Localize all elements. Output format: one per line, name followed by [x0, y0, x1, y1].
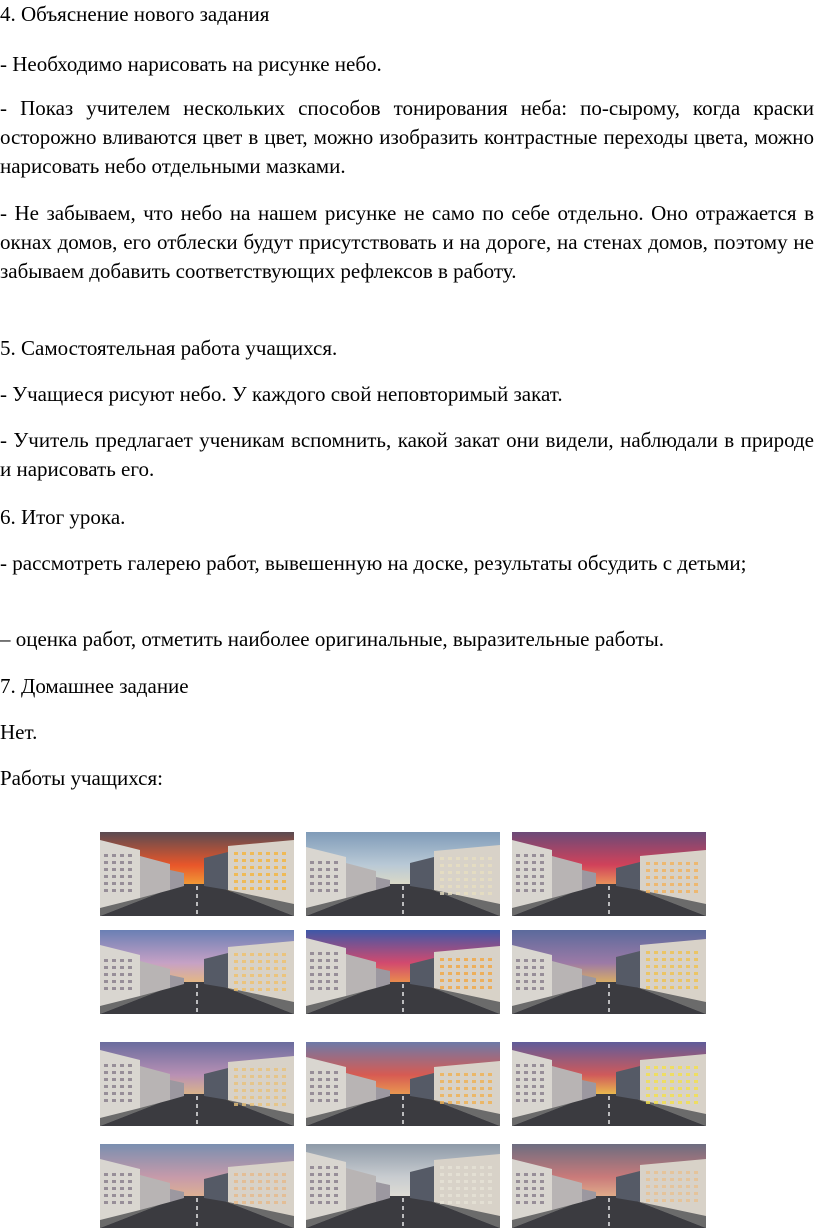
student-work-thumbnail: [306, 1144, 500, 1228]
section-6-paragraph-1: - рассмотреть галерею работ, вывешенную на доске, результаты обсудить с детьми;: [0, 551, 747, 575]
section-5-paragraph-2: - Учитель предлагает ученикам вспомнить, какой закат они видели, наблюдали в природе и нарисовать его.: [0, 428, 814, 481]
student-work-thumbnail: [100, 930, 294, 1014]
student-work-thumbnail: [512, 1042, 706, 1126]
section-6-title: 6. Итог урока.: [0, 505, 126, 529]
section-7-title: 7. Домашнее задание: [0, 674, 189, 698]
student-work-thumbnail: [100, 832, 294, 916]
student-works-gallery: [100, 832, 698, 1232]
section-4-paragraph-1: - Необходимо нарисовать на рисунке небо.: [0, 52, 382, 76]
section-5-paragraph-1: - Учащиеся рисуют небо. У каждого свой неповторимый закат.: [0, 382, 563, 406]
student-work-thumbnail: [306, 832, 500, 916]
student-works-title: Работы учащихся:: [0, 766, 163, 790]
student-work-thumbnail: [306, 930, 500, 1014]
student-work-thumbnail: [100, 1144, 294, 1228]
section-5-title: 5. Самостоятельная работа учащихся.: [0, 336, 338, 360]
student-work-thumbnail: [512, 1144, 706, 1228]
student-work-thumbnail: [100, 1042, 294, 1126]
student-work-thumbnail: [512, 930, 706, 1014]
student-work-thumbnail: [512, 832, 706, 916]
section-6-paragraph-2: – оценка работ, отметить наиболее оригинальные, выразительные работы.: [0, 627, 665, 651]
section-4-paragraph-3: - Не забываем, что небо на нашем рисунке не само по себе отдельно. Оно отражается в окнах домов, его отблески будут присутствовать и на дороге, на стенах домов, поэтому не забываем добавить соответствующих рефлексов в работу.: [0, 201, 814, 283]
student-work-thumbnail: [306, 1042, 500, 1126]
section-7-paragraph-1: Нет.: [0, 720, 38, 744]
section-4-title: 4. Объяснение нового задания: [0, 2, 270, 26]
section-4-paragraph-2: - Показ учителем нескольких способов тонирования неба: по-сырому, когда краски осторожно вливаются цвет в цвет, можно изобразить контрастные переходы цвета, можно нарисовать небо отдельными мазками.: [0, 96, 814, 178]
